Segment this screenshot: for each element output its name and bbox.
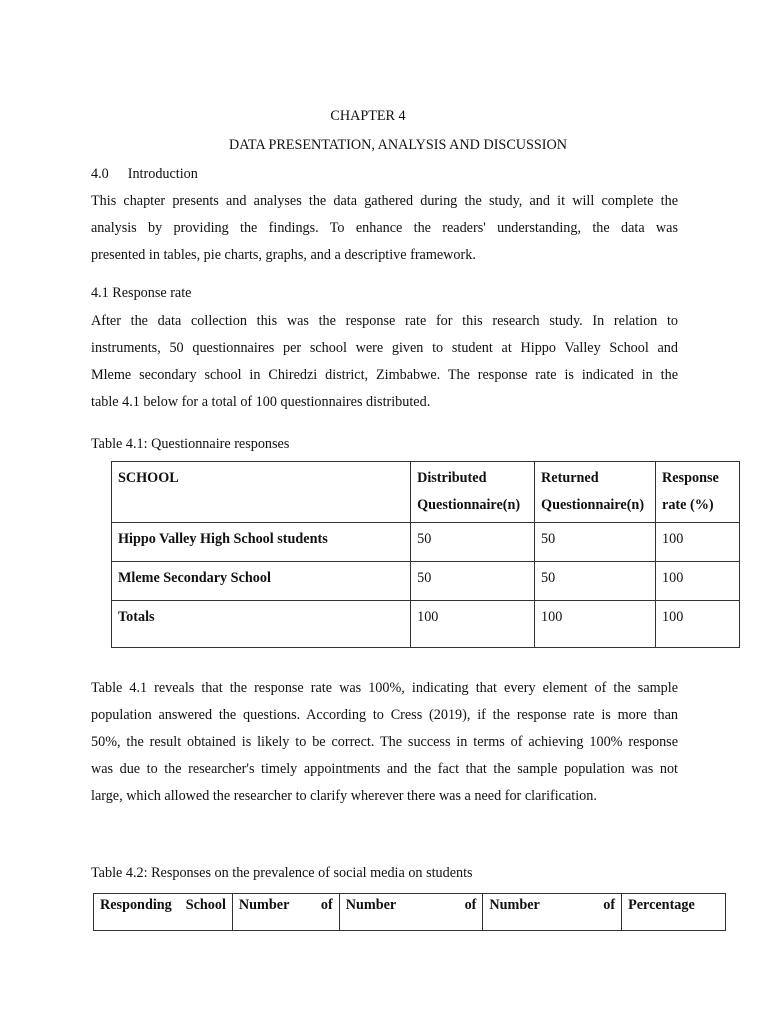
text-line: This chapter presents and analyses the data gathered during the study, and it will complete the bbox=[91, 193, 678, 209]
cell-returned: 50 bbox=[535, 562, 656, 601]
cell-rate: 100 bbox=[656, 601, 740, 648]
section-heading-introduction bbox=[91, 166, 198, 183]
table-row bbox=[112, 562, 740, 601]
section-title: Introduction bbox=[127, 166, 198, 182]
text-line: 50%, the result obtained is likely to be correct. The success in terms of achieving 100% response bbox=[91, 734, 678, 750]
text-line: large, which allowed the researcher to clarify wherever there was a need for clarification. bbox=[91, 788, 597, 804]
chapter-number: CHAPTER 4 bbox=[330, 108, 406, 124]
header-number-of: Number of bbox=[483, 894, 622, 931]
cell-distributed: 50 bbox=[411, 562, 535, 601]
header-number-of: Number of bbox=[339, 894, 483, 931]
section-number: 4.0 bbox=[91, 166, 109, 182]
cell-school: Totals bbox=[112, 601, 411, 648]
questionnaire-responses-table bbox=[111, 461, 740, 648]
cell-returned: 50 bbox=[535, 523, 656, 562]
header-returned: Returned Questionnaire(n) bbox=[535, 462, 656, 523]
cell-distributed: 100 bbox=[411, 601, 535, 648]
header-response-rate: Response rate (%) bbox=[656, 462, 740, 523]
table-row-totals bbox=[112, 601, 740, 648]
text-line: After the data collection this was the response rate for this research study. In relation to bbox=[91, 313, 678, 329]
text-line: presented in tables, pie charts, graphs, and a descriptive framework. bbox=[91, 247, 476, 263]
table-caption: Table 4.2: Responses on the prevalence of social media on students bbox=[91, 865, 473, 881]
header-distributed: Distributed Questionnaire(n) bbox=[411, 462, 535, 523]
text-line: Table 4.1 reveals that the response rate was 100%, indicating that every element of the sample bbox=[91, 680, 678, 696]
text-line: analysis by providing the findings. To enhance the readers' understanding, the data was bbox=[91, 220, 678, 236]
header-school: SCHOOL bbox=[112, 462, 411, 523]
table-caption: Table 4.1: Questionnaire responses bbox=[91, 436, 290, 452]
table-header-row bbox=[94, 894, 726, 931]
cell-school: Mleme Secondary School bbox=[112, 562, 411, 601]
table-row bbox=[112, 523, 740, 562]
header-responding-school: Responding School bbox=[94, 894, 233, 931]
section-heading-response-rate: 4.1 Response rate bbox=[91, 285, 192, 301]
cell-rate: 100 bbox=[656, 562, 740, 601]
cell-returned: 100 bbox=[535, 601, 656, 648]
cell-distributed: 50 bbox=[411, 523, 535, 562]
text-line: Mleme secondary school in Chiredzi district, Zimbabwe. The response rate is indicated in the bbox=[91, 367, 678, 383]
header-number-of: Number of bbox=[232, 894, 339, 931]
cell-school: Hippo Valley High School students bbox=[112, 523, 411, 562]
text-line: population answered the questions. According to Cress (2019), if the response rate is more than bbox=[91, 707, 678, 723]
header-percentage: Percentage bbox=[622, 894, 726, 931]
social-media-prevalence-table bbox=[93, 893, 726, 931]
text-line: table 4.1 below for a total of 100 questionnaires distributed. bbox=[91, 394, 431, 410]
table-header-row bbox=[112, 462, 740, 523]
text-line: instruments, 50 questionnaires per school were given to student at Hippo Valley School and bbox=[91, 340, 678, 356]
text-line: was due to the researcher's timely appointments and the fact that the sample population was not bbox=[91, 761, 678, 777]
cell-rate: 100 bbox=[656, 523, 740, 562]
chapter-title: DATA PRESENTATION, ANALYSIS AND DISCUSSION bbox=[229, 137, 568, 153]
